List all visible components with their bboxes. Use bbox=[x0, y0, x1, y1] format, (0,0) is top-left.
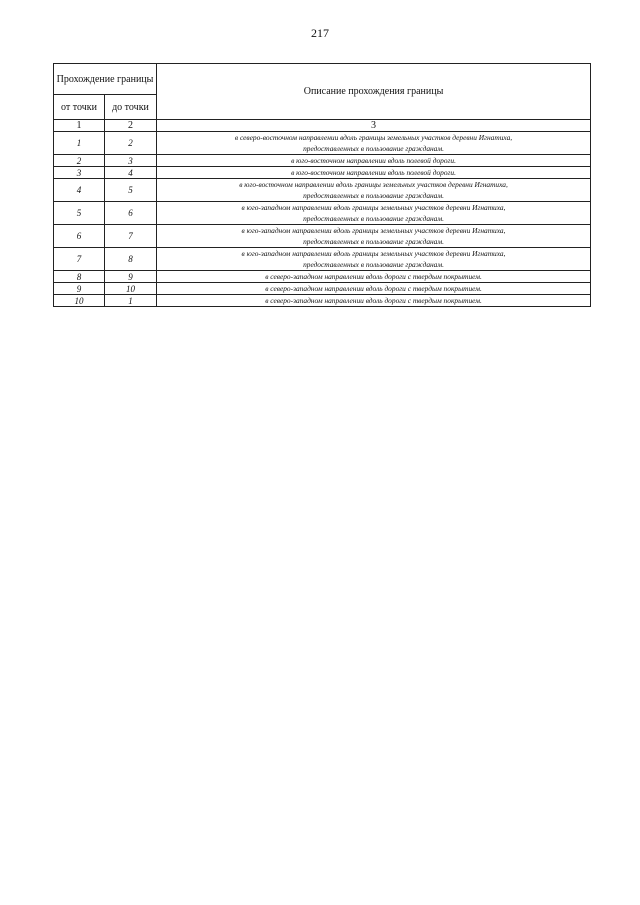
to-point-cell: 3 bbox=[105, 155, 157, 167]
to-point-cell: 4 bbox=[105, 167, 157, 179]
from-point-cell: 10 bbox=[54, 295, 105, 307]
table-row bbox=[54, 295, 591, 307]
header-to-point: до точки bbox=[105, 95, 157, 120]
description-line: в северо-западном направлении вдоль дороги с твердым покрытием. bbox=[265, 272, 482, 281]
description-cell bbox=[157, 167, 591, 179]
to-point-cell: 2 bbox=[105, 132, 157, 155]
header-row bbox=[54, 64, 591, 95]
from-point-cell: 5 bbox=[54, 202, 105, 225]
to-point-cell: 7 bbox=[105, 225, 157, 248]
header-description: Описание прохождения границы bbox=[157, 64, 591, 120]
description-line: предоставленных в пользование гражданам. bbox=[303, 191, 444, 200]
description-line: в юго-восточном направлении вдоль полевой дороги. bbox=[291, 156, 456, 165]
to-point-cell: 1 bbox=[105, 295, 157, 307]
from-point-cell: 3 bbox=[54, 167, 105, 179]
description-cell bbox=[157, 248, 591, 271]
header-boundary-passage: Прохождение границы bbox=[54, 64, 157, 95]
from-point-cell: 2 bbox=[54, 155, 105, 167]
column-number-row bbox=[54, 120, 591, 132]
description-line: в юго-восточном направлении вдоль полевой дороги. bbox=[291, 168, 456, 177]
header-from-point: от точки bbox=[54, 95, 105, 120]
description-cell bbox=[157, 271, 591, 283]
to-point-cell: 6 bbox=[105, 202, 157, 225]
description-cell bbox=[157, 155, 591, 167]
description-line: в северо-западном направлении вдоль дороги с твердым покрытием. bbox=[265, 296, 482, 305]
description-line: предоставленных в пользование гражданам. bbox=[303, 237, 444, 246]
description-line: предоставленных в пользование гражданам. bbox=[303, 144, 444, 153]
to-point-cell: 5 bbox=[105, 179, 157, 202]
to-point-cell: 8 bbox=[105, 248, 157, 271]
table-row bbox=[54, 132, 591, 155]
table-row bbox=[54, 179, 591, 202]
boundary-route-table bbox=[53, 63, 591, 307]
description-line: в юго-восточном направлении вдоль границы земельных участков деревни Игнатиха, bbox=[239, 180, 508, 189]
from-point-cell: 1 bbox=[54, 132, 105, 155]
table-row bbox=[54, 283, 591, 295]
description-cell bbox=[157, 283, 591, 295]
description-line: в северо-западном направлении вдоль дороги с твердым покрытием. bbox=[265, 284, 482, 293]
to-point-cell: 9 bbox=[105, 271, 157, 283]
column-number-2: 2 bbox=[105, 120, 157, 132]
column-number-1: 1 bbox=[54, 120, 105, 132]
from-point-cell: 8 bbox=[54, 271, 105, 283]
table-row bbox=[54, 155, 591, 167]
description-line: в северо-восточном направлении вдоль границы земельных участков деревни Игнатиха, bbox=[234, 133, 513, 142]
description-line: в юго-западном направлении вдоль границы земельных участков деревни Игнатиха, bbox=[241, 226, 506, 235]
from-point-cell: 6 bbox=[54, 225, 105, 248]
to-point-cell: 10 bbox=[105, 283, 157, 295]
from-point-cell: 9 bbox=[54, 283, 105, 295]
page-number: 217 bbox=[311, 26, 329, 40]
description-line: предоставленных в пользование гражданам. bbox=[303, 260, 444, 269]
table-row bbox=[54, 202, 591, 225]
description-cell bbox=[157, 295, 591, 307]
column-number-3: 3 bbox=[157, 120, 591, 132]
table-row bbox=[54, 225, 591, 248]
description-cell bbox=[157, 225, 591, 248]
table-body bbox=[54, 64, 591, 307]
table-row bbox=[54, 271, 591, 283]
table-row bbox=[54, 167, 591, 179]
description-line: в юго-западном направлении вдоль границы земельных участков деревни Игнатиха, bbox=[241, 249, 506, 258]
description-cell bbox=[157, 132, 591, 155]
description-cell bbox=[157, 202, 591, 225]
description-line: в юго-западном направлении вдоль границы земельных участков деревни Игнатиха, bbox=[241, 203, 506, 212]
from-point-cell: 4 bbox=[54, 179, 105, 202]
table-row bbox=[54, 248, 591, 271]
from-point-cell: 7 bbox=[54, 248, 105, 271]
description-line: предоставленных в пользование гражданам. bbox=[303, 214, 444, 223]
description-cell bbox=[157, 179, 591, 202]
